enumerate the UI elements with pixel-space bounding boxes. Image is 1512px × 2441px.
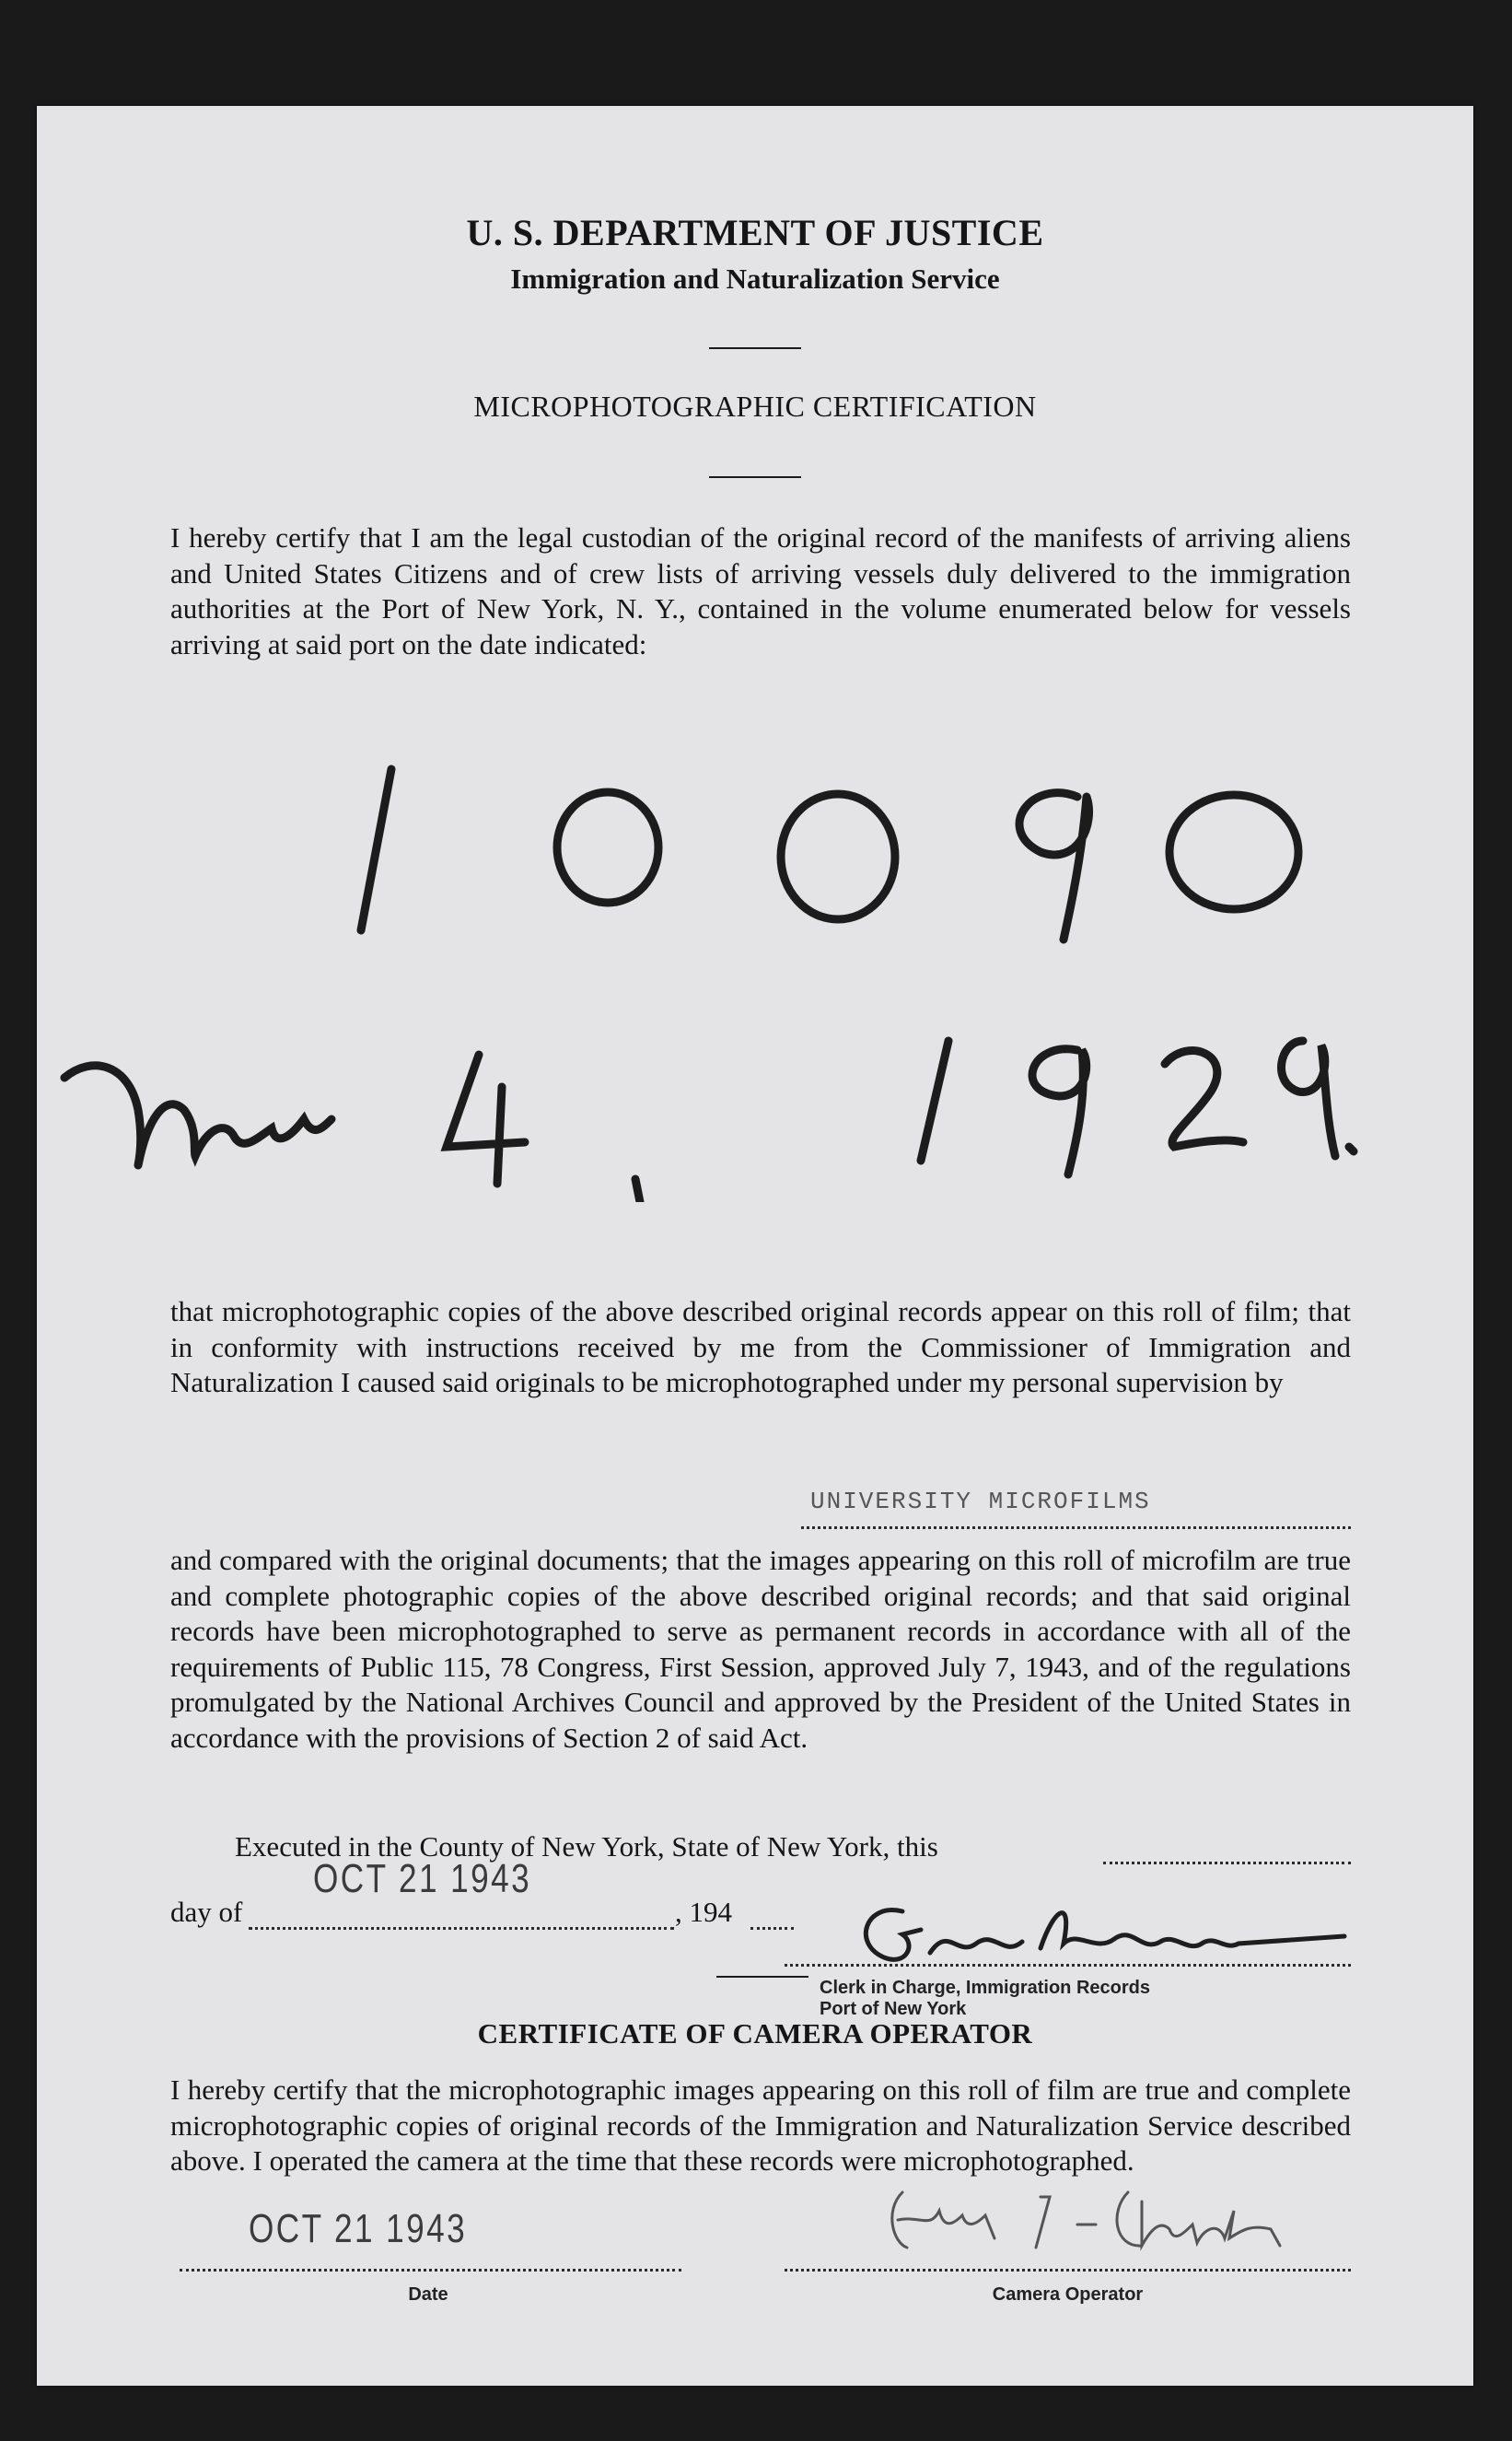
- date-strokes: [37, 990, 1473, 1202]
- year-line: [750, 1927, 794, 1930]
- volume-number-strokes: [304, 742, 1363, 963]
- executed-text: Executed in the County of New York, State of New York, this: [235, 1830, 938, 1863]
- title-divider: [709, 476, 801, 478]
- header-divider: [709, 347, 801, 349]
- certification-title: MICROPHOTOGRAPHIC CERTIFICATION: [473, 390, 1037, 423]
- camera-section-divider: [716, 1976, 808, 1978]
- camera-operator-text: I hereby certify that the microphotographic images appearing on this roll of film are true and complete microphotographic copies of original records of the Immigration and Naturalization Service described above. I operated the camera at the time that these records were microphotographed.: [170, 2073, 1351, 2177]
- supervisor-line: [801, 1526, 1351, 1529]
- camera-operator-title: CERTIFICATE OF CAMERA OPERATOR: [477, 2017, 1033, 2050]
- camera-date-stamp: OCT 21 1943: [249, 2206, 468, 2251]
- camera-date-line: [180, 2269, 681, 2272]
- volume-number-handwritten: [304, 742, 1363, 963]
- camera-operator-line: [785, 2269, 1351, 2272]
- camera-operator-label: Camera Operator: [992, 2284, 1144, 2305]
- year-label: , 194: [675, 1896, 732, 1928]
- camera-date-label: Date: [408, 2284, 448, 2305]
- certification-body-text1: that microphotographic copies of the above described original records appear on this roll of film; that in conformity with instructions received by me from the Commissioner of Immigration and Naturalization I caused said originals to be microphotographed under my personal supervision by: [170, 1295, 1351, 1398]
- clerk-signature-strokes: [829, 1888, 1363, 1976]
- executed-day-line: [1103, 1862, 1351, 1864]
- certification-body-part2: and compared with the original documents; that the images appearing on this roll of microfilm are true and complete photographic copies of the above described original records; and that said original records have been microphotographed to serve as permanent records in accordance with all of the requirements of Public 115, 78 Congress, First Session, approved July 7, 1943, and of the regulations promulgated by the National Archives Council and approved by the President of the United States in accordance with the provisions of Section 2 of said Act.: [170, 1544, 1351, 1754]
- clerk-signature: [829, 1888, 1363, 1976]
- clerk-signature-line: [785, 1964, 1351, 1967]
- date-handwritten: [37, 990, 1473, 1202]
- operator-signature-strokes: [866, 2174, 1344, 2266]
- department-heading: U. S. DEPARTMENT OF JUSTICE: [466, 212, 1044, 253]
- execution-date-stamp: OCT 21 1943: [313, 1856, 532, 1901]
- camera-operator-signature: [866, 2174, 1344, 2266]
- clerk-place: Port of New York: [820, 1999, 967, 2019]
- intro-paragraph: I hereby certify that I am the legal custodian of the original record of the manifests of arriving aliens and United States Citizens and of crew lists of arriving vessels duly delivered to the immigration authorities at the Port of New York, N. Y., contained in the volume enumerated below for vessels arriving at said port on the date indicated:: [170, 521, 1351, 660]
- certificate-sheet: [37, 106, 1473, 2386]
- certification-body-part1: [170, 1294, 1351, 1401]
- day-of-line: [249, 1927, 674, 1930]
- clerk-title: Clerk in Charge, Immigration Records: [820, 1978, 1150, 1998]
- service-heading: Immigration and Naturalization Service: [510, 263, 1000, 295]
- day-of-label: day of: [170, 1896, 243, 1928]
- supervisor-stamp: UNIVERSITY MICROFILMS: [810, 1488, 1151, 1515]
